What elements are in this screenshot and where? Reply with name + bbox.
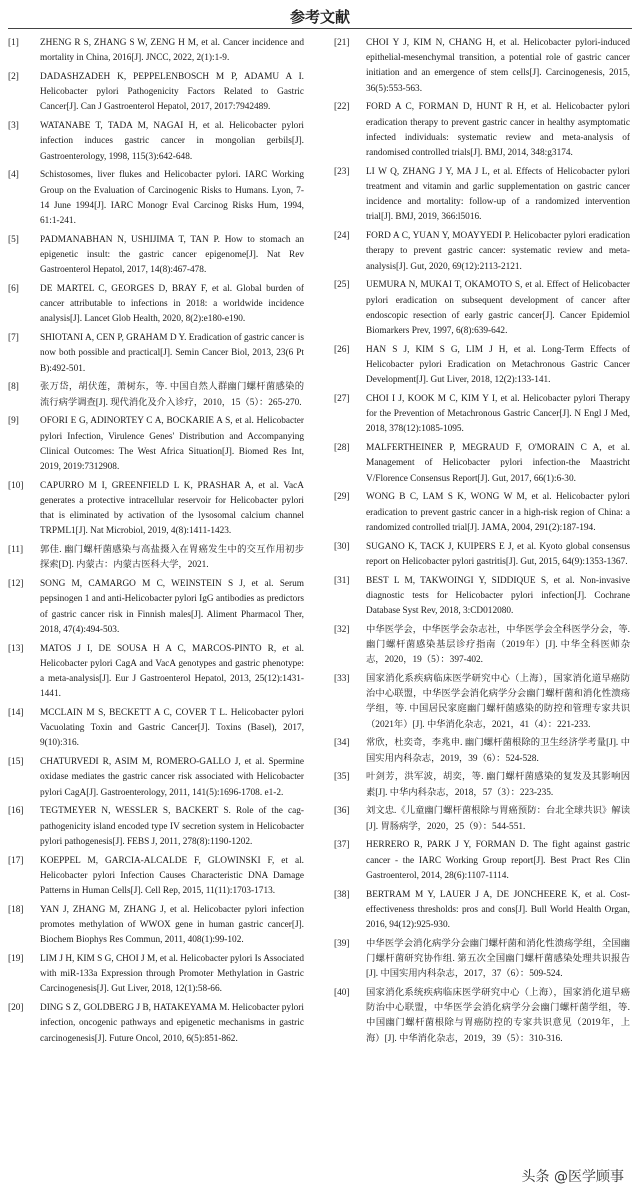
reference-item: [8, 854, 304, 900]
reference-item: [334, 838, 630, 884]
reference-item: [8, 70, 304, 116]
references-left-column: [8, 36, 304, 1050]
reference-text: MATOS J I, DE SOUSA H A C, MARCOS-PINTO R, et al. Helicobacter pylori CagA and VacA genotypes and gastric phenotype: a meta-analysis[J]. Eur J Gastroenterol Hepatol, 2013, 25(12):1431-1441.: [40, 643, 304, 700]
reference-text: WONG B C, LAM S K, WONG W M, et al. Helicobacter pylori eradication to prevent gastric cancer in a high-risk region of China: a randomized controlled trial[J]. JAMA, 2004, 291(2):187-194.: [366, 492, 630, 533]
title-divider: [8, 28, 632, 29]
reference-text: DE MARTEL C, GEORGES D, BRAY F, et al. Global burden of cancer attributable to infections in 2018: a worldwide incidence analysis[J]. Lancet Glob Health, 2020, 8(2):e180-e190.: [40, 284, 304, 325]
reference-item: [334, 804, 630, 834]
reference-item: [334, 986, 630, 1047]
reference-number: [32]: [334, 624, 350, 635]
reference-item: [334, 229, 630, 275]
reference-item: [8, 903, 304, 949]
reference-text: WATANABE T, TADA M, NAGAI H, et al. Helicobacter pylori infection induces gastric cancer in mongolian gerbils[J]. Gastroenterology, 1998, 115(3):642-648.: [40, 121, 304, 162]
references-right-column: [334, 36, 630, 1050]
reference-item: [8, 282, 304, 328]
reference-number: [15]: [8, 757, 24, 768]
reference-text: BERTRAM M Y, LAUER J A, DE JONCHEERE K, et al. Cost-effectiveness thresholds: pros and cons[J]. Bull World Health Organ, 2016, 94(12):925-930.: [366, 889, 630, 931]
reference-text: CHOI I J, KOOK M C, KIM Y I, et al. Helicobacter pylori Therapy for the Prevention of Metachronous Gastric Cancer[J]. N Engl J Med, 2018, 378(12):1085-1095.: [366, 394, 630, 435]
reference-number: [19]: [8, 954, 24, 965]
reference-number: [2]: [8, 72, 19, 82]
reference-item: [8, 331, 304, 377]
reference-number: [35]: [334, 772, 350, 783]
reference-number: [30]: [334, 541, 350, 552]
reference-item: [8, 1001, 304, 1047]
reference-text: PADMANABHAN N, USHIJIMA T, TAN P. How to stomach an epigenetic insult: the gastric cancer epigenome[J]. Nat Rev Gastroenterol Hepatol, 2017, 14(8):467-478.: [40, 234, 304, 276]
reference-item: [334, 36, 630, 97]
reference-item: [334, 540, 630, 570]
reference-text: CHATURVEDI R, ASIM M, ROMERO-GALLO J, et al. Spermine oxidase mediates the gastric cancer risk associated with Helicobacter pylori CagA[J]. Gastroenterology, 2011, 141(5):1696-1708. e1-2.: [40, 757, 304, 798]
reference-number: [40]: [334, 988, 350, 999]
reference-item: [8, 543, 304, 573]
reference-text: 中华医学会，中华医学会杂志社，中华医学会全科医学分会，等. 幽门螺杆菌感染基层诊疗指南（2019年）[J]. 中华全科医师杂志，2020，19（5）：397-402.: [366, 624, 630, 666]
reference-number: [38]: [334, 889, 350, 900]
reference-number: [34]: [334, 738, 350, 749]
reference-item: [334, 278, 630, 339]
reference-number: [1]: [8, 38, 19, 48]
reference-number: [12]: [8, 579, 24, 590]
reference-item: [334, 937, 630, 983]
reference-text: SONG M, CAMARGO M C, WEINSTEIN S J, et al. Serum pepsinogen 1 and anti-Helicobacter pylori IgG antibodies as predictors of gastric cancer risk in Finnish males[J]. Aliment Pharmacol Ther, 2018, 47(4):494-503.: [40, 579, 304, 635]
reference-text: HERRERO R, PARK J Y, FORMAN D. The fight against gastric cancer - the IARC Working Group report[J]. Best Pract Res Clin Gastroenterol, 2014, 28(6):1107-1114.: [366, 840, 630, 881]
reference-item: [8, 36, 304, 66]
reference-number: [31]: [334, 575, 350, 586]
reference-text: 国家消化系疾病临床医学研究中心（上海），国家消化道早癌防治中心联盟，中华医学会消化病学分会幽门螺杆菌和消化性溃疡学组，等. 中国居民家庭幽门螺杆菌感染的防控和管理专家共识（2021年）[J]. 中华消化杂志，2021，41（4）：221-233.: [366, 674, 630, 730]
reference-number: [27]: [334, 394, 350, 405]
reference-number: [21]: [334, 38, 350, 48]
reference-item: [8, 479, 304, 540]
reference-text: SHIOTANI A, CEN P, GRAHAM D Y. Eradication of gastric cancer is now both possible and practical[J]. Semin Cancer Biol, 2013, 23(6 Pt B):492-501.: [40, 333, 304, 374]
reference-number: [23]: [334, 166, 350, 177]
reference-number: [39]: [334, 938, 350, 949]
reference-text: 国家消化系统疾病临床医学研究中心（上海），国家消化道早癌防治中心联盟，中华医学会消化病学分会幽门螺杆菌学组，等. 中国幽门螺杆菌根除与胃癌防控的专家共识意见（2019年，上海）[J]. 中华消化杂志，2019，39（5）：310-316.: [366, 988, 630, 1044]
reference-item: [334, 623, 630, 669]
reference-item: [334, 392, 630, 438]
reference-item: [8, 168, 304, 229]
reference-text: CAPURRO M I, GREENFIELD L K, PRASHAR A, et al. VacA generates a protective intracellular reservoir for Helicobacter pylori that is eliminated by activation of the lysosomal calcium channel TRPML1[J]. Nat Microbiol, 2019, 4(8):1411-1423.: [40, 480, 304, 537]
reference-text: 常欣，杜奕奇，李兆申. 幽门螺杆菌根除的卫生经济学考量[J]. 中国实用内科杂志，2019，39（6）：524-528.: [366, 738, 630, 764]
reference-item: [334, 574, 630, 620]
reference-text: HAN S J, KIM S G, LIM J H, et al. Long-Term Effects of Helicobacter pylori Eradication on Metachronous Gastric Cancer Development[J]. Gut Liver, 2018, 12(2):133-141.: [366, 344, 630, 386]
reference-item: [334, 888, 630, 934]
reference-number: [22]: [334, 102, 350, 113]
reference-text: 中华医学会消化病学分会幽门螺杆菌和消化性溃疡学组，全国幽门螺杆菌研究协作组. 第五次全国幽门螺杆菌感染处理共识报告[J]. 中国实用内科杂志，2017，37（6）：509-524.: [366, 938, 630, 980]
reference-number: [24]: [334, 231, 350, 242]
reference-text: DADASHZADEH K, PEPPELENBOSCH M P, ADAMU A I. Helicobacter pylori Pathogenicity Factors Related to Gastric Cancer[J]. Can J Gastroenterol Hepatol, 2017, 2017:7942489.: [40, 72, 304, 113]
reference-text: UEMURA N, MUKAI T, OKAMOTO S, et al. Effect of Helicobacter pylori eradication on subsequent development of cancer after endoscopic resection of early gastric cancer[J]. Cancer Epidemiol Biomarkers Prev, 1997, 6(8):639-642.: [366, 280, 630, 337]
reference-number: [3]: [8, 121, 19, 132]
reference-text: ZHENG R S, ZHANG S W, ZENG H M, et al. Cancer incidence and mortality in China, 2016[J]. JNCC, 2022, 2(1):1-9.: [40, 38, 304, 64]
reference-item: [8, 952, 304, 998]
reference-number: [13]: [8, 643, 24, 654]
reference-number: [28]: [334, 443, 350, 454]
reference-item: [8, 642, 304, 703]
reference-text: BEST L M, TAKWOINGI Y, SIDDIQUE S, et al. Non-invasive diagnostic tests for Helicobacter pylori infection[J]. Cochrane Database Syst Rev, 2018, 3:CD012080.: [366, 575, 630, 617]
reference-item: [8, 706, 304, 752]
reference-number: [6]: [8, 284, 19, 295]
reference-item: [8, 119, 304, 165]
watermark: 头条 @医学顾事: [518, 1165, 628, 1187]
reference-text: KOEPPEL M, GARCIA-ALCALDE F, GLOWINSKI F, et al. Helicobacter pylori Infection Causes Characteristic DNA Damage Patterns in Human Cells[J]. Cell Rep, 2015, 11(11):1703-1713.: [40, 855, 304, 897]
reference-item: [334, 672, 630, 733]
reference-text: LI W Q, ZHANG J Y, MA J L, et al. Effects of Helicobacter pylori treatment and vitamin and garlic supplementation on gastric cancer incidence and mortality: follow-up of a randomized intervention trial[J]. BMJ, 2019, 366:l5016.: [366, 166, 630, 223]
reference-number: [33]: [334, 674, 350, 685]
reference-text: CHOI Y J, KIM N, CHANG H, et al. Helicobacter pylori-induced epithelial-mesenchymal transition, a potential role of gastric cancer initiation and an emergence of stem cells[J]. Carcinogenesis, 2015, 36(5):553-563.: [366, 38, 630, 94]
reference-item: [8, 804, 304, 850]
reference-number: [26]: [334, 344, 350, 355]
reference-number: [18]: [8, 904, 24, 915]
reference-text: YAN J, ZHANG M, ZHANG J, et al. Helicobacter pylori infection promotes methylation of WWOX gene in human gastric cancer[J]. Biochem Biophys Res Commun, 2011, 408(1):99-102.: [40, 904, 304, 946]
reference-text: Schistosomes, liver flukes and Helicobacter pylori. IARC Working Group on the Evaluation of Carcinogenic Risks to Humans. Lyon, 7-14 June 1994[J]. IARC Monogr Eval Carcinog Risks Hum, 1994, 61:1-241.: [40, 170, 304, 227]
reference-text: 叶剑芳，洪军波，胡奕，等. 幽门螺杆菌感染的复发及其影响因素[J]. 中华内科杂志，2018，57（3）：223-235.: [366, 772, 630, 798]
reference-number: [7]: [8, 333, 19, 344]
reference-text: OFORI E G, ADINORTEY C A, BOCKARIE A S, et al. Helicobacter pylori Infection, Virulence Genes' Distribution and Accompanying Clinical Outcomes: The West Africa Situation[J]. Biomed Res Int, 2019, 2019:7312908.: [40, 416, 304, 473]
reference-item: [8, 577, 304, 638]
reference-item: [334, 441, 630, 487]
reference-item: [334, 770, 630, 800]
reference-text: MALFERTHEINER P, MEGRAUD F, O'MORAIN C A, et al. Management of Helicobacter pylori infection-the Maastricht V/Florence Consensus Report[J]. Gut, 2017, 66(1):6-30.: [366, 443, 630, 484]
reference-text: 郭佳. 幽门螺杆菌感染与高盐摄入在胃癌发生中的交互作用初步探索[D]. 内蒙古：内蒙古医科大学，2021.: [40, 545, 304, 571]
reference-number: [16]: [8, 806, 24, 817]
reference-item: [334, 343, 630, 389]
reference-number: [9]: [8, 416, 19, 427]
reference-item: [8, 414, 304, 475]
reference-text: LIM J H, KIM S G, CHOI J M, et al. Helicobacter pylori Is Associated with miR-133a Expression through Promoter Methylation in Gastric Carcinogenesis[J]. Gut Liver, 2018, 12(1):58-66.: [40, 954, 304, 995]
reference-text: 张万岱，胡伏莲，萧树东，等. 中国自然人群幽门螺杆菌感染的流行病学调查[J]. 现代消化及介入诊疗，2010，15（5）：265-270.: [40, 382, 304, 408]
reference-item: [334, 100, 630, 161]
reference-number: [25]: [334, 280, 350, 291]
reference-number: [36]: [334, 806, 350, 817]
reference-item: [334, 165, 630, 226]
reference-text: DING S Z, GOLDBERG J B, HATAKEYAMA M. Helicobacter pylori infection, oncogenic pathways and epigenetic mechanisms in gastric carcinogenesis[J]. Future Oncol, 2010, 6(5):851-862.: [40, 1003, 304, 1044]
reference-item: [8, 380, 304, 410]
reference-text: FORD A C, YUAN Y, MOAYYEDI P. Helicobacter pylori eradication therapy to prevent gastric cancer: systematic review and meta-analysis[J]. Gut, 2020, 69(12):2113-2121.: [366, 231, 630, 272]
reference-number: [8]: [8, 382, 19, 393]
reference-number: [5]: [8, 234, 19, 245]
reference-item: [334, 736, 630, 766]
reference-number: [14]: [8, 708, 24, 719]
page-title: 参考文献: [289, 8, 350, 26]
reference-item: [8, 233, 304, 279]
reference-number: [37]: [334, 840, 350, 851]
reference-number: [29]: [334, 492, 350, 503]
reference-number: [4]: [8, 170, 19, 181]
reference-item: [334, 490, 630, 536]
reference-text: FORD A C, FORMAN D, HUNT R H, et al. Helicobacter pylori eradication therapy to prevent gastric cancer in healthy asymptomatic infected individuals: systematic review and meta-analysis of randomised controlled trials[J]. BMJ, 2014, 348:g3174.: [366, 102, 630, 159]
reference-number: [17]: [8, 855, 24, 866]
reference-text: 刘文忠.《儿童幽门螺杆菌根除与胃癌预防：台北全球共识》解读[J]. 胃肠病学，2020，25（9）：544-551.: [366, 806, 630, 832]
reference-text: MCCLAIN M S, BECKETT A C, COVER T L. Helicobacter pylori Vacuolating Toxin and Gastric Cancer[J]. Toxins (Basel), 2017, 9(10):316.: [40, 708, 304, 749]
reference-text: TEGTMEYER N, WESSLER S, BACKERT S. Role of the cag-pathogenicity island encoded type IV secretion system in Helicobacter pylori pathogenesis[J]. FEBS J, 2011, 278(8):1190-1202.: [40, 806, 304, 847]
reference-number: [10]: [8, 480, 24, 491]
reference-number: [11]: [8, 545, 24, 556]
reference-text: SUGANO K, TACK J, KUIPERS E J, et al. Kyoto global consensus report on Helicobacter pylori gastritis[J]. Gut, 2015, 64(9):1353-1367.: [366, 541, 630, 567]
reference-item: [8, 755, 304, 801]
reference-number: [20]: [8, 1003, 24, 1014]
